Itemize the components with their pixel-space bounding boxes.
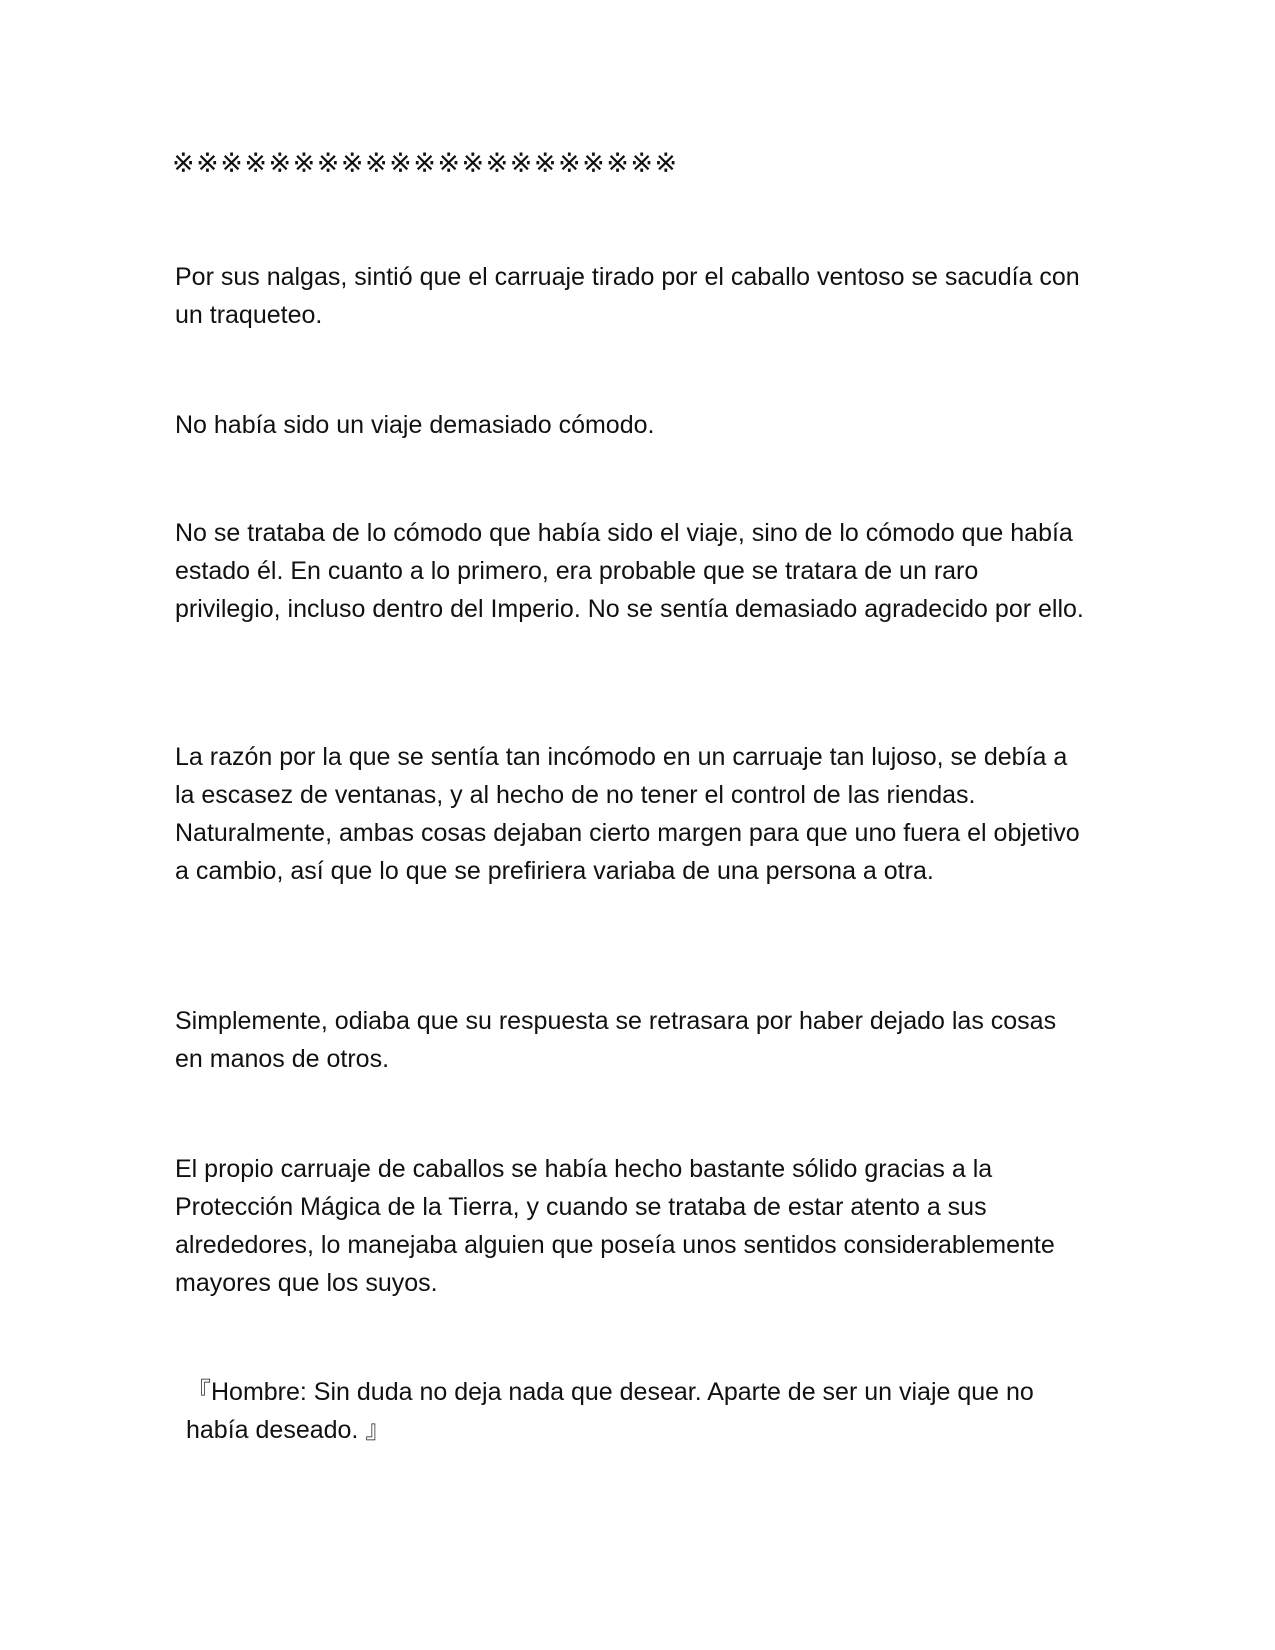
dialogue-paragraph: 『Hombre: Sin duda no deja nada que desear. Aparte de ser un viaje que no había deseado. 』 [186, 1378, 1034, 1444]
paragraph: No había sido un viaje demasiado cómodo. [175, 411, 655, 439]
paragraph: La razón por la que se sentía tan incómodo en un carruaje tan lujoso, se debía a la escasez de ventanas, y al hecho de no tener el control de las riendas. Naturalmente, ambas cosas dejaban cierto margen para que uno fuera el objetivo a cambio, así que lo que se prefiriera variaba de una persona a otra. [175, 743, 1080, 885]
paragraph: No se trataba de lo cómodo que había sido el viaje, sino de lo cómodo que había estado él. En cuanto a lo primero, era probable que se tratara de un raro privilegio, incluso dentro del Imperio. No se sentía demasiado agradecido por ello. [175, 519, 1084, 623]
paragraph: Por sus nalgas, sintió que el carruaje tirado por el caballo ventoso se sacudía con un traqueteo. [175, 263, 1080, 329]
paragraph: Simplemente, odiaba que su respuesta se retrasara por haber dejado las cosas en manos de otros. [175, 1007, 1057, 1073]
section-separator: ※※※※※※※※※※※※※※※※※※※※※ [172, 148, 679, 179]
paragraph: El propio carruaje de caballos se había hecho bastante sólido gracias a la Protección Mágica de la Tierra, y cuando se trataba de estar atento a sus alrededores, lo manejaba alguien que poseía unos sentidos considerablemente mayores que los suyos. [175, 1155, 1055, 1297]
